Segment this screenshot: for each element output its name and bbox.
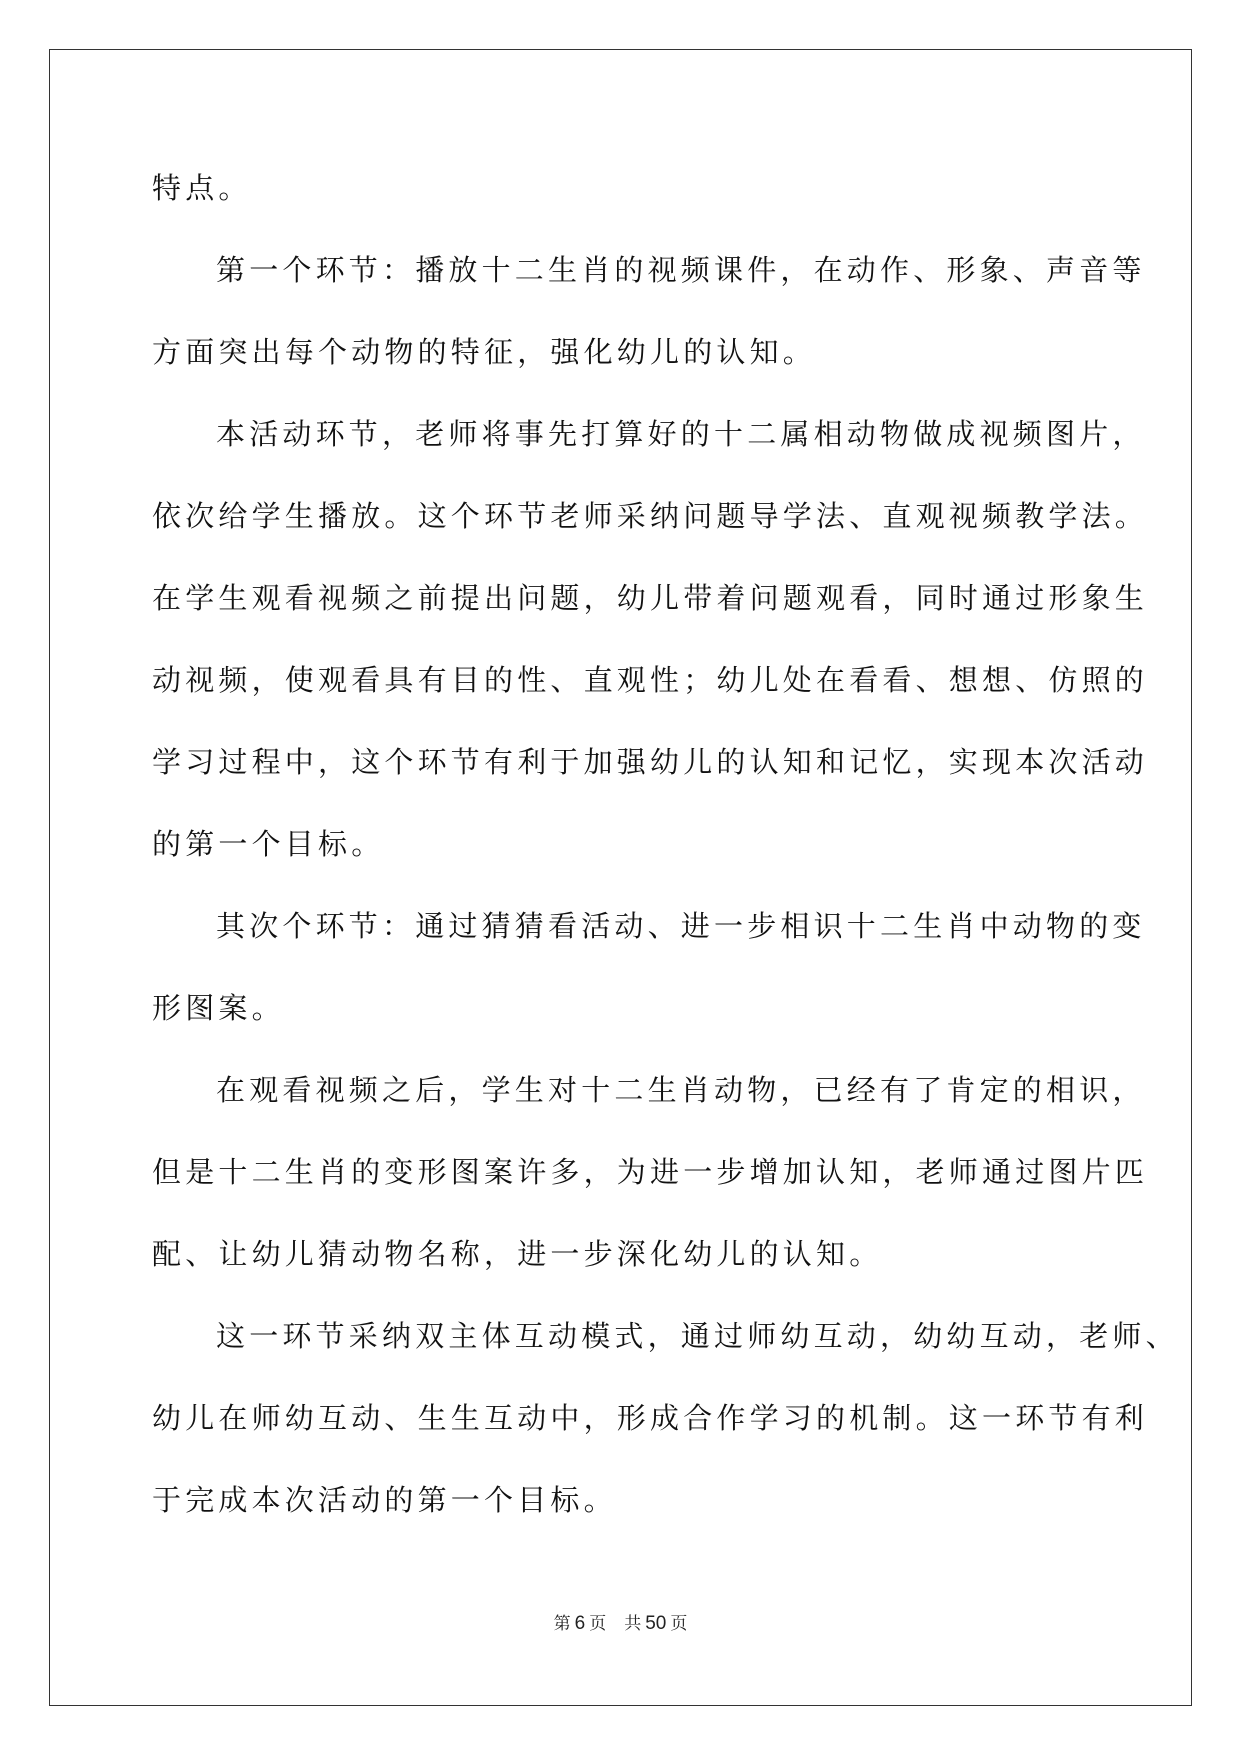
page-number: 6: [574, 1613, 586, 1634]
text-line: 的第一个目标。: [152, 827, 385, 861]
total-suffix: 页: [670, 1614, 688, 1634]
text-line: 但是十二生肖的变形图案许多，为进一步增加认知，老师通过图片匹: [152, 1155, 1149, 1189]
text-line: 动视频，使观看具有目的性、直观性；幼儿处在看看、想想、仿照的: [152, 663, 1149, 697]
paragraph-first-line: 本活动环节，老师将事先打算好的十二属相动物做成视频图片，: [216, 417, 1146, 451]
text-line: 在学生观看视频之前提出问题，幼儿带着问题观看，同时通过形象生: [152, 581, 1149, 615]
paragraph-first-line: 这一环节采纳双主体互动模式，通过师幼互动，幼幼互动，老师、: [216, 1319, 1179, 1353]
text-line: 幼儿在师幼互动、生生互动中，形成合作学习的机制。这一环节有利: [152, 1401, 1149, 1435]
text-line: 学习过程中，这个环节有利于加强幼儿的认知和记忆，实现本次活动: [152, 745, 1149, 779]
text-line: 方面突出每个动物的特征，强化幼儿的认知。: [152, 335, 817, 369]
text-line: 依次给学生播放。这个环节老师采纳问题导学法、直观视频教学法。: [152, 499, 1149, 533]
page-prefix: 第: [553, 1614, 571, 1634]
text-line: 配、让幼儿猜动物名称，进一步深化幼儿的认知。: [152, 1237, 883, 1271]
text-line: 于完成本次活动的第一个目标。: [152, 1483, 617, 1517]
page-suffix: 页: [589, 1614, 607, 1634]
total-pages: 50: [645, 1613, 667, 1634]
paragraph-first-line: 第一个环节：播放十二生肖的视频课件，在动作、形象、声音等: [216, 253, 1146, 287]
page-border: [49, 49, 1192, 1706]
text-line: 特点。: [152, 171, 252, 205]
total-prefix: 共: [624, 1614, 642, 1634]
paragraph-first-line: 在观看视频之后，学生对十二生肖动物，已经有了肯定的相识，: [216, 1073, 1146, 1107]
page-footer: [0, 1612, 1241, 1636]
paragraph-first-line: 其次个环节：通过猜猜看活动、进一步相识十二生肖中动物的变: [216, 909, 1146, 943]
text-line: 形图案。: [152, 991, 285, 1025]
